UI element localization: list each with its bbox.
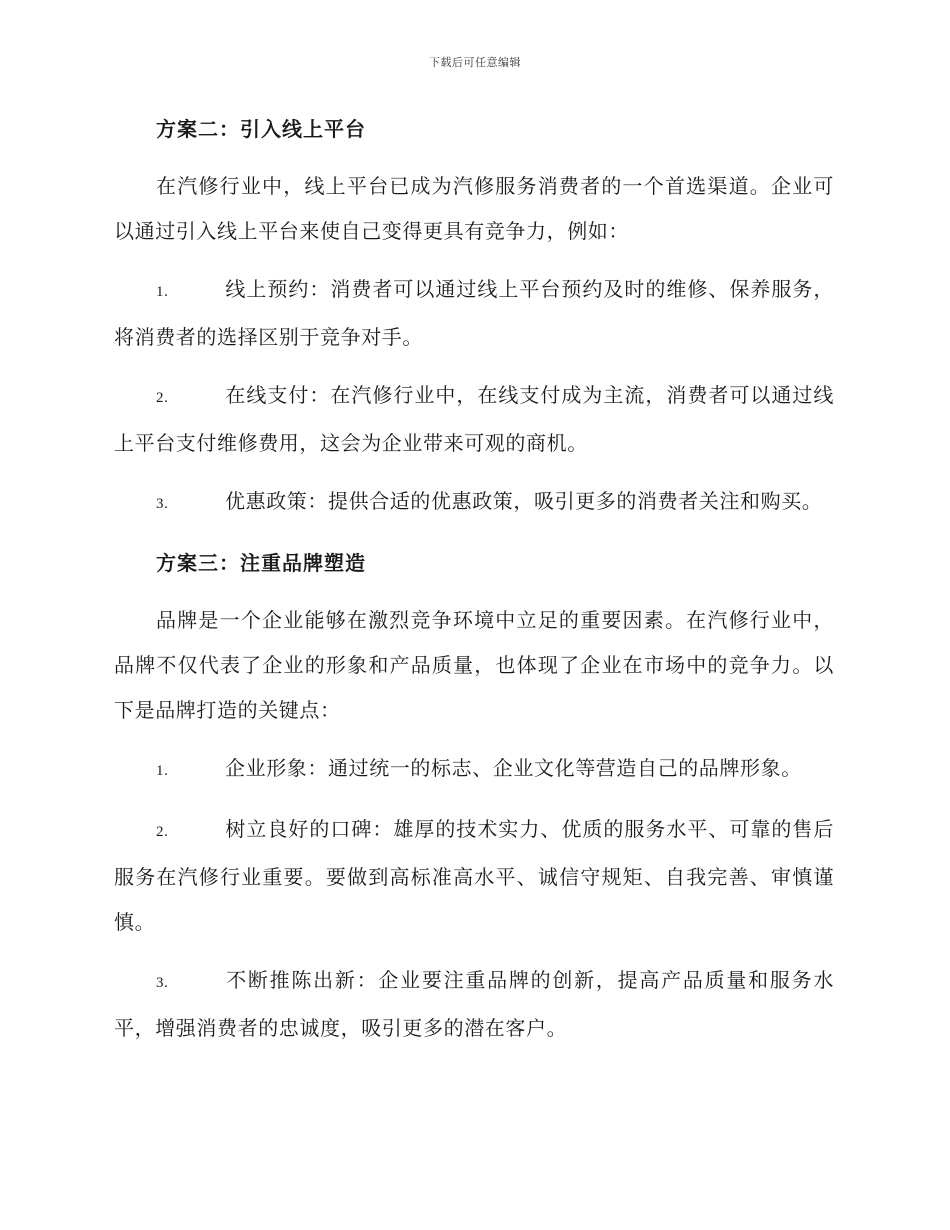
list-number: 3. — [156, 496, 169, 512]
list-number: 1. — [156, 763, 169, 779]
list-number: 1. — [156, 284, 169, 300]
header-note: 下载后可任意编辑 — [429, 56, 521, 69]
section3-item-3 — [114, 958, 834, 1051]
list-item-text: 在线支付：在汽修行业中，在线支付成为主流，消费者可以通过线上平台支付维修费用，这会为企业带来可观的商机。 — [114, 383, 834, 455]
document-body — [114, 106, 834, 1051]
list-item-text: 线上预约：消费者可以通过线上平台预约及时的维修、保养服务，将消费者的选择区别于竞争对手。 — [114, 277, 834, 349]
section2-item-2 — [114, 373, 834, 466]
list-item-text: 优惠政策：提供合适的优惠政策，吸引更多的消费者关注和购买。 — [225, 489, 823, 513]
section2-intro: 在汽修行业中，线上平台已成为汽修服务消费者的一个首选渠道。企业可以通过引入线上平台来使自己变得更具有竞争力，例如： — [114, 174, 834, 243]
list-item-text: 企业形象：通过统一的标志、企业文化等营造自己的品牌形象。 — [225, 756, 802, 780]
section3-intro: 品牌是一个企业能够在激烈竞争环境中立足的重要因素。在汽修行业中，品牌不仅代表了企业的形象和产品质量，也体现了企业在市场中的竞争力。以下是品牌打造的关键点： — [114, 608, 834, 722]
list-number: 2. — [156, 824, 169, 840]
section2-heading: 方案二：引入线上平台 — [156, 117, 366, 141]
list-number: 3. — [156, 975, 169, 991]
section3-item-2 — [114, 807, 834, 945]
section2-item-1 — [114, 267, 834, 360]
list-item-text: 不断推陈出新：企业要注重品牌的创新，提高产品质量和服务水平，增强消费者的忠诚度，吸引更多的潜在客户。 — [114, 968, 834, 1040]
list-number: 2. — [156, 390, 169, 406]
section3-item-1 — [114, 746, 834, 794]
list-item-text: 树立良好的口碑：雄厚的技术实力、优质的服务水平、可靠的售后服务在汽修行业重要。要做到高标准高水平、诚信守规矩、自我完善、审慎谨慎。 — [114, 817, 834, 934]
section2-item-3 — [114, 479, 834, 527]
section3-heading: 方案三：注重品牌塑造 — [156, 551, 366, 575]
